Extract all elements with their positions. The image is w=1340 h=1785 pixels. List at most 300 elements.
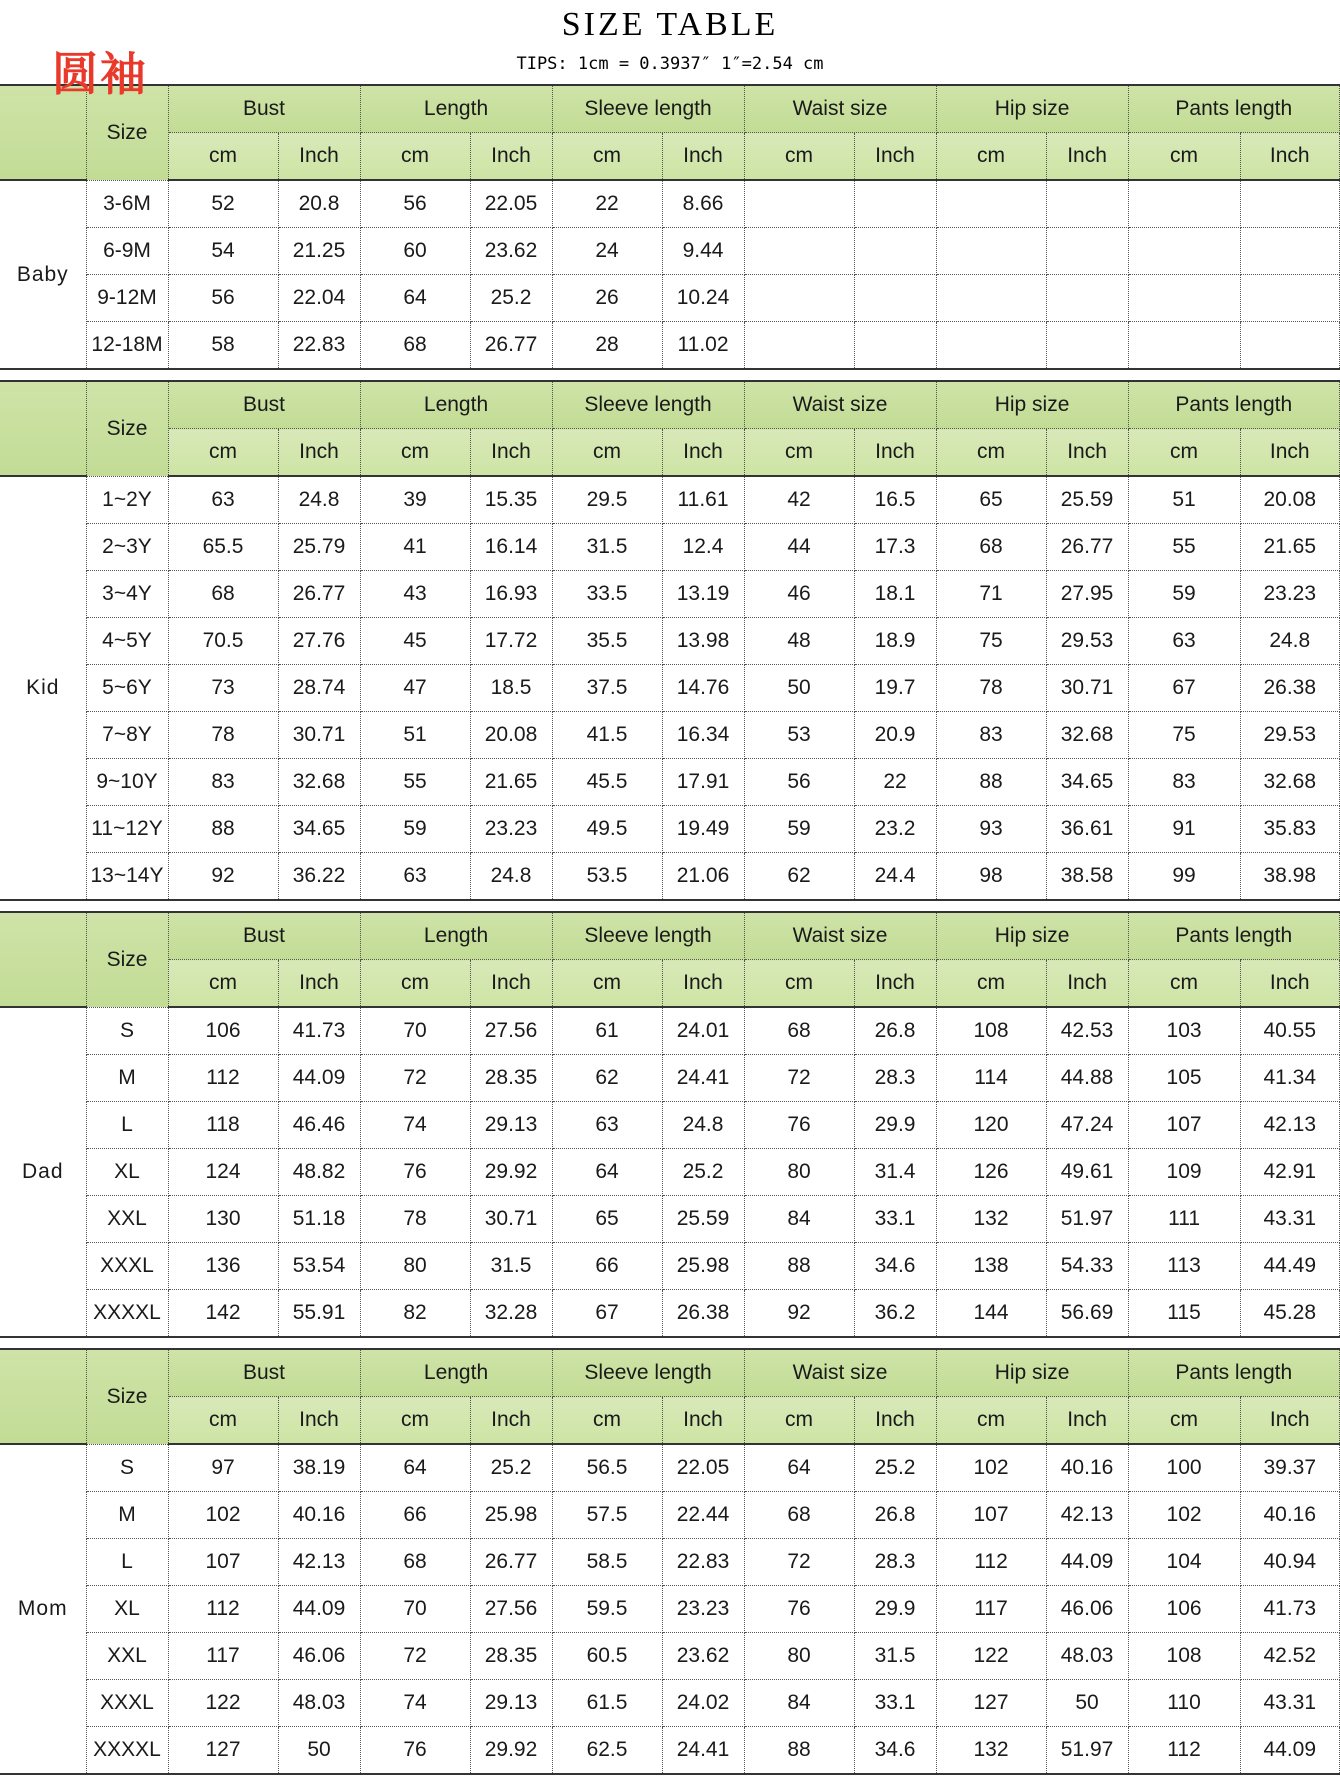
measurement-cell: 23.23 bbox=[470, 806, 552, 853]
measurement-cell: 32.68 bbox=[278, 759, 360, 806]
measurement-cell: 39 bbox=[360, 476, 470, 524]
measurement-cell: 64 bbox=[360, 1444, 470, 1492]
measurement-cell: 21.65 bbox=[1240, 524, 1339, 571]
measurement-cell: 22 bbox=[854, 759, 936, 806]
measurement-cell: 109 bbox=[1128, 1149, 1240, 1196]
unit-header-cm: cm bbox=[1128, 429, 1240, 477]
measurement-cell: 26.77 bbox=[470, 322, 552, 370]
measurement-cell: 107 bbox=[168, 1539, 278, 1586]
measurement-cell: 24.01 bbox=[662, 1007, 744, 1055]
measurement-cell: 26.38 bbox=[1240, 665, 1339, 712]
measurement-cell: 22.83 bbox=[278, 322, 360, 370]
row-size-label: 12-18M bbox=[86, 322, 168, 370]
measurement-cell: 54.33 bbox=[1046, 1243, 1128, 1290]
measurement-cell: 21.25 bbox=[278, 228, 360, 275]
table-row bbox=[0, 275, 1340, 322]
unit-header-inch: Inch bbox=[854, 960, 936, 1008]
unit-header-cm: cm bbox=[936, 429, 1046, 477]
measurement-cell: 114 bbox=[936, 1055, 1046, 1102]
section-name-baby: Baby bbox=[0, 180, 86, 369]
unit-header-cm: cm bbox=[744, 960, 854, 1008]
unit-header-inch: Inch bbox=[278, 133, 360, 181]
group-header-blank bbox=[0, 912, 86, 1007]
measurement-cell: 112 bbox=[936, 1539, 1046, 1586]
row-size-label: S bbox=[86, 1444, 168, 1492]
unit-header-inch: Inch bbox=[854, 429, 936, 477]
measurement-cell: 44.09 bbox=[278, 1055, 360, 1102]
measurement-cell: 61 bbox=[552, 1007, 662, 1055]
measurement-cell: 51 bbox=[1128, 476, 1240, 524]
measurement-cell: 40.16 bbox=[1240, 1492, 1339, 1539]
row-size-label: XL bbox=[86, 1149, 168, 1196]
table-row bbox=[0, 228, 1340, 275]
measurement-cell: 132 bbox=[936, 1727, 1046, 1775]
measurement-cell: 120 bbox=[936, 1102, 1046, 1149]
measurement-cell: 45.28 bbox=[1240, 1290, 1339, 1338]
measurement-cell: 45.5 bbox=[552, 759, 662, 806]
measurement-cell: 102 bbox=[168, 1492, 278, 1539]
measurement-cell: 35.83 bbox=[1240, 806, 1339, 853]
row-size-label: XXXL bbox=[86, 1680, 168, 1727]
measurement-cell: 22.44 bbox=[662, 1492, 744, 1539]
measurement-cell: 68 bbox=[360, 1539, 470, 1586]
measurement-cell: 40.16 bbox=[278, 1492, 360, 1539]
measurement-cell: 48 bbox=[744, 618, 854, 665]
measurement-cell: 122 bbox=[936, 1633, 1046, 1680]
column-header-size: Size bbox=[86, 381, 168, 476]
table-row bbox=[0, 1290, 1340, 1338]
measurement-cell: 29.9 bbox=[854, 1102, 936, 1149]
measurement-cell: 118 bbox=[168, 1102, 278, 1149]
measurement-cell: 40.55 bbox=[1240, 1007, 1339, 1055]
measurement-cell: 51 bbox=[360, 712, 470, 759]
table-row bbox=[0, 1196, 1340, 1243]
measurement-cell: 29.53 bbox=[1046, 618, 1128, 665]
measurement-cell: 25.59 bbox=[1046, 476, 1128, 524]
measurement-cell bbox=[744, 322, 854, 370]
measurement-cell: 76 bbox=[744, 1102, 854, 1149]
unit-header-cm: cm bbox=[168, 133, 278, 181]
measurement-cell: 67 bbox=[1128, 665, 1240, 712]
measurement-cell bbox=[1240, 322, 1339, 370]
measurement-cell: 39.37 bbox=[1240, 1444, 1339, 1492]
measurement-cell: 56 bbox=[744, 759, 854, 806]
measurement-cell: 31.5 bbox=[854, 1633, 936, 1680]
column-header-length: Length bbox=[360, 85, 552, 133]
measurement-cell: 37.5 bbox=[552, 665, 662, 712]
measurement-cell: 60 bbox=[360, 228, 470, 275]
measurement-cell: 115 bbox=[1128, 1290, 1240, 1338]
measurement-cell: 26.77 bbox=[1046, 524, 1128, 571]
measurement-cell: 132 bbox=[936, 1196, 1046, 1243]
measurement-cell: 15.35 bbox=[470, 476, 552, 524]
measurement-cell: 55.91 bbox=[278, 1290, 360, 1338]
column-header-sleeve-length: Sleeve length bbox=[552, 381, 744, 429]
measurement-cell: 24.02 bbox=[662, 1680, 744, 1727]
unit-header-cm: cm bbox=[1128, 960, 1240, 1008]
measurement-cell: 42.52 bbox=[1240, 1633, 1339, 1680]
measurement-cell: 52 bbox=[168, 180, 278, 228]
row-size-label: 2~3Y bbox=[86, 524, 168, 571]
unit-header-cm: cm bbox=[1128, 1397, 1240, 1445]
unit-header-cm: cm bbox=[168, 960, 278, 1008]
table-row bbox=[0, 806, 1340, 853]
measurement-cell: 103 bbox=[1128, 1007, 1240, 1055]
column-header-hip-size: Hip size bbox=[936, 1349, 1128, 1397]
measurement-cell: 34.6 bbox=[854, 1727, 936, 1775]
measurement-cell: 127 bbox=[168, 1727, 278, 1775]
table-row bbox=[0, 759, 1340, 806]
unit-header-inch: Inch bbox=[662, 960, 744, 1008]
measurement-cell: 126 bbox=[936, 1149, 1046, 1196]
measurement-cell: 26.8 bbox=[854, 1007, 936, 1055]
row-size-label: L bbox=[86, 1539, 168, 1586]
table-row bbox=[0, 1586, 1340, 1633]
measurement-cell: 29.13 bbox=[470, 1680, 552, 1727]
table-row bbox=[0, 1633, 1340, 1680]
unit-header-cm: cm bbox=[744, 133, 854, 181]
measurement-cell: 144 bbox=[936, 1290, 1046, 1338]
measurement-cell: 43.31 bbox=[1240, 1680, 1339, 1727]
table-row bbox=[0, 524, 1340, 571]
measurement-cell: 44.49 bbox=[1240, 1243, 1339, 1290]
measurement-cell: 24.41 bbox=[662, 1055, 744, 1102]
row-size-label: XXL bbox=[86, 1633, 168, 1680]
measurement-cell: 53.54 bbox=[278, 1243, 360, 1290]
measurement-cell: 92 bbox=[744, 1290, 854, 1338]
measurement-cell: 11.02 bbox=[662, 322, 744, 370]
measurement-cell: 51.97 bbox=[1046, 1727, 1128, 1775]
measurement-cell: 24 bbox=[552, 228, 662, 275]
measurement-cell: 117 bbox=[936, 1586, 1046, 1633]
measurement-cell: 16.93 bbox=[470, 571, 552, 618]
unit-header-inch: Inch bbox=[662, 133, 744, 181]
measurement-cell: 51.18 bbox=[278, 1196, 360, 1243]
measurement-cell: 62.5 bbox=[552, 1727, 662, 1775]
row-size-label: XXXL bbox=[86, 1243, 168, 1290]
section-name-mom: Mom bbox=[0, 1444, 86, 1774]
measurement-cell: 56.69 bbox=[1046, 1290, 1128, 1338]
measurement-cell: 65.5 bbox=[168, 524, 278, 571]
measurement-cell: 112 bbox=[168, 1586, 278, 1633]
measurement-cell: 30.71 bbox=[278, 712, 360, 759]
measurement-cell: 47.24 bbox=[1046, 1102, 1128, 1149]
measurement-cell: 62 bbox=[552, 1055, 662, 1102]
row-size-label: 13~14Y bbox=[86, 853, 168, 901]
measurement-cell: 25.2 bbox=[662, 1149, 744, 1196]
measurement-cell: 33.5 bbox=[552, 571, 662, 618]
measurement-cell: 88 bbox=[744, 1727, 854, 1775]
measurement-cell: 48.82 bbox=[278, 1149, 360, 1196]
table-row bbox=[0, 476, 1340, 524]
unit-header-cm: cm bbox=[360, 429, 470, 477]
unit-header-inch: Inch bbox=[278, 1397, 360, 1445]
measurement-cell bbox=[936, 180, 1046, 228]
measurement-cell: 46 bbox=[744, 571, 854, 618]
column-header-waist-size: Waist size bbox=[744, 912, 936, 960]
measurement-cell: 59 bbox=[1128, 571, 1240, 618]
measurement-cell: 75 bbox=[1128, 712, 1240, 759]
measurement-cell bbox=[1240, 180, 1339, 228]
measurement-cell: 104 bbox=[1128, 1539, 1240, 1586]
unit-header-cm: cm bbox=[1128, 133, 1240, 181]
measurement-cell: 63 bbox=[360, 853, 470, 901]
measurement-cell: 41 bbox=[360, 524, 470, 571]
unit-header-cm: cm bbox=[360, 960, 470, 1008]
table-row bbox=[0, 1680, 1340, 1727]
measurement-cell: 55 bbox=[360, 759, 470, 806]
measurement-cell: 124 bbox=[168, 1149, 278, 1196]
measurement-cell: 44.88 bbox=[1046, 1055, 1128, 1102]
measurement-cell: 42.91 bbox=[1240, 1149, 1339, 1196]
measurement-cell: 31.5 bbox=[552, 524, 662, 571]
row-size-label: XL bbox=[86, 1586, 168, 1633]
measurement-cell: 25.2 bbox=[854, 1444, 936, 1492]
measurement-cell: 56 bbox=[168, 275, 278, 322]
unit-header-cm: cm bbox=[936, 960, 1046, 1008]
measurement-cell: 29.9 bbox=[854, 1586, 936, 1633]
size-table-mom bbox=[0, 1348, 1340, 1775]
column-header-sleeve-length: Sleeve length bbox=[552, 85, 744, 133]
measurement-cell: 24.8 bbox=[278, 476, 360, 524]
measurement-cell: 56 bbox=[360, 180, 470, 228]
measurement-cell: 28.35 bbox=[470, 1633, 552, 1680]
measurement-cell: 8.66 bbox=[662, 180, 744, 228]
measurement-cell: 100 bbox=[1128, 1444, 1240, 1492]
measurement-cell: 83 bbox=[936, 712, 1046, 759]
measurement-cell: 80 bbox=[744, 1633, 854, 1680]
row-size-label: M bbox=[86, 1055, 168, 1102]
measurement-cell: 60.5 bbox=[552, 1633, 662, 1680]
measurement-cell: 91 bbox=[1128, 806, 1240, 853]
measurement-cell: 50 bbox=[278, 1727, 360, 1775]
measurement-cell: 41.73 bbox=[1240, 1586, 1339, 1633]
measurement-cell: 68 bbox=[360, 322, 470, 370]
measurement-cell: 75 bbox=[936, 618, 1046, 665]
row-size-label: M bbox=[86, 1492, 168, 1539]
measurement-cell: 23.23 bbox=[662, 1586, 744, 1633]
measurement-cell: 122 bbox=[168, 1680, 278, 1727]
measurement-cell: 25.98 bbox=[470, 1492, 552, 1539]
measurement-cell: 32.68 bbox=[1240, 759, 1339, 806]
measurement-cell: 20.9 bbox=[854, 712, 936, 759]
measurement-cell: 9.44 bbox=[662, 228, 744, 275]
measurement-cell: 99 bbox=[1128, 853, 1240, 901]
section-spacer bbox=[0, 1338, 1340, 1348]
unit-header-cm: cm bbox=[936, 133, 1046, 181]
measurement-cell: 117 bbox=[168, 1633, 278, 1680]
measurement-cell: 136 bbox=[168, 1243, 278, 1290]
measurement-cell: 108 bbox=[936, 1007, 1046, 1055]
table-row bbox=[0, 853, 1340, 901]
measurement-cell: 20.8 bbox=[278, 180, 360, 228]
unit-header-inch: Inch bbox=[854, 133, 936, 181]
table-row bbox=[0, 1727, 1340, 1775]
measurement-cell: 24.41 bbox=[662, 1727, 744, 1775]
unit-header-inch: Inch bbox=[1046, 133, 1128, 181]
unit-header-cm: cm bbox=[552, 133, 662, 181]
measurement-cell: 88 bbox=[936, 759, 1046, 806]
measurement-cell: 36.2 bbox=[854, 1290, 936, 1338]
section-name-dad: Dad bbox=[0, 1007, 86, 1337]
size-table-kid bbox=[0, 380, 1340, 901]
column-header-bust: Bust bbox=[168, 1349, 360, 1397]
measurement-cell: 78 bbox=[936, 665, 1046, 712]
unit-header-cm: cm bbox=[744, 1397, 854, 1445]
measurement-cell: 34.65 bbox=[1046, 759, 1128, 806]
unit-header-inch: Inch bbox=[662, 1397, 744, 1445]
table-row bbox=[0, 1149, 1340, 1196]
measurement-cell: 70 bbox=[360, 1586, 470, 1633]
measurement-cell: 22.05 bbox=[662, 1444, 744, 1492]
measurement-cell: 41.34 bbox=[1240, 1055, 1339, 1102]
unit-header-cm: cm bbox=[744, 429, 854, 477]
measurement-cell bbox=[936, 275, 1046, 322]
measurement-cell: 12.4 bbox=[662, 524, 744, 571]
measurement-cell: 40.16 bbox=[1046, 1444, 1128, 1492]
measurement-cell: 23.62 bbox=[662, 1633, 744, 1680]
measurement-cell: 106 bbox=[1128, 1586, 1240, 1633]
measurement-cell: 28 bbox=[552, 322, 662, 370]
measurement-cell bbox=[1046, 228, 1128, 275]
measurement-cell: 51.97 bbox=[1046, 1196, 1128, 1243]
measurement-cell: 59 bbox=[360, 806, 470, 853]
unit-header-inch: Inch bbox=[1240, 1397, 1339, 1445]
measurement-cell: 36.22 bbox=[278, 853, 360, 901]
measurement-cell: 31.4 bbox=[854, 1149, 936, 1196]
measurement-cell: 46.06 bbox=[278, 1633, 360, 1680]
conversion-tip: TIPS: 1cm = 0.3937″ 1″=2.54 cm bbox=[516, 54, 824, 74]
measurement-cell: 28.3 bbox=[854, 1055, 936, 1102]
measurement-cell bbox=[854, 275, 936, 322]
row-size-label: 5~6Y bbox=[86, 665, 168, 712]
measurement-cell: 58 bbox=[168, 322, 278, 370]
measurement-cell: 45 bbox=[360, 618, 470, 665]
measurement-cell: 74 bbox=[360, 1102, 470, 1149]
measurement-cell: 44 bbox=[744, 524, 854, 571]
measurement-cell bbox=[1240, 275, 1339, 322]
measurement-cell: 72 bbox=[744, 1055, 854, 1102]
measurement-cell: 27.56 bbox=[470, 1586, 552, 1633]
measurement-cell: 27.56 bbox=[470, 1007, 552, 1055]
measurement-cell: 50 bbox=[1046, 1680, 1128, 1727]
measurement-cell: 58.5 bbox=[552, 1539, 662, 1586]
measurement-cell: 55 bbox=[1128, 524, 1240, 571]
measurement-cell: 78 bbox=[168, 712, 278, 759]
measurement-cell: 35.5 bbox=[552, 618, 662, 665]
measurement-cell: 46.46 bbox=[278, 1102, 360, 1149]
column-header-length: Length bbox=[360, 912, 552, 960]
unit-header-inch: Inch bbox=[1046, 1397, 1128, 1445]
measurement-cell: 19.7 bbox=[854, 665, 936, 712]
measurement-cell: 42.13 bbox=[1240, 1102, 1339, 1149]
column-header-bust: Bust bbox=[168, 381, 360, 429]
measurement-cell: 41.73 bbox=[278, 1007, 360, 1055]
measurement-cell: 80 bbox=[360, 1243, 470, 1290]
measurement-cell: 22.05 bbox=[470, 180, 552, 228]
measurement-cell bbox=[1046, 322, 1128, 370]
measurement-cell: 61.5 bbox=[552, 1680, 662, 1727]
unit-header-cm: cm bbox=[168, 429, 278, 477]
unit-header-inch: Inch bbox=[470, 429, 552, 477]
measurement-cell: 130 bbox=[168, 1196, 278, 1243]
column-header-pants-length: Pants length bbox=[1128, 85, 1339, 133]
measurement-cell: 72 bbox=[744, 1539, 854, 1586]
measurement-cell bbox=[1046, 180, 1128, 228]
measurement-cell: 59.5 bbox=[552, 1586, 662, 1633]
measurement-cell: 22.04 bbox=[278, 275, 360, 322]
column-header-waist-size: Waist size bbox=[744, 381, 936, 429]
table-row bbox=[0, 1243, 1340, 1290]
measurement-cell bbox=[1128, 275, 1240, 322]
unit-header-cm: cm bbox=[168, 1397, 278, 1445]
column-header-pants-length: Pants length bbox=[1128, 912, 1339, 960]
measurement-cell: 23.2 bbox=[854, 806, 936, 853]
table-row bbox=[0, 1492, 1340, 1539]
unit-header-cm: cm bbox=[552, 429, 662, 477]
section-name-kid: Kid bbox=[0, 476, 86, 900]
column-header-bust: Bust bbox=[168, 85, 360, 133]
unit-header-inch: Inch bbox=[1240, 960, 1339, 1008]
measurement-cell: 62 bbox=[744, 853, 854, 901]
measurement-cell: 30.71 bbox=[470, 1196, 552, 1243]
column-header-pants-length: Pants length bbox=[1128, 1349, 1339, 1397]
measurement-cell: 63 bbox=[1128, 618, 1240, 665]
measurement-cell: 83 bbox=[1128, 759, 1240, 806]
measurement-cell: 65 bbox=[936, 476, 1046, 524]
measurement-cell: 28.3 bbox=[854, 1539, 936, 1586]
measurement-cell: 138 bbox=[936, 1243, 1046, 1290]
unit-header-cm: cm bbox=[360, 1397, 470, 1445]
row-size-label: 3-6M bbox=[86, 180, 168, 228]
measurement-cell: 42.13 bbox=[278, 1539, 360, 1586]
measurement-cell: 42 bbox=[744, 476, 854, 524]
table-row bbox=[0, 1444, 1340, 1492]
measurement-cell: 113 bbox=[1128, 1243, 1240, 1290]
table-row bbox=[0, 322, 1340, 370]
table-row bbox=[0, 180, 1340, 228]
measurement-cell: 16.14 bbox=[470, 524, 552, 571]
column-header-size: Size bbox=[86, 1349, 168, 1444]
measurement-cell: 42.53 bbox=[1046, 1007, 1128, 1055]
row-size-label: L bbox=[86, 1102, 168, 1149]
measurement-cell: 84 bbox=[744, 1680, 854, 1727]
row-size-label: XXXXL bbox=[86, 1727, 168, 1775]
measurement-cell: 111 bbox=[1128, 1196, 1240, 1243]
measurement-cell: 68 bbox=[168, 571, 278, 618]
measurement-cell bbox=[936, 322, 1046, 370]
measurement-cell: 24.8 bbox=[470, 853, 552, 901]
size-table-dad bbox=[0, 911, 1340, 1338]
row-size-label: XXXXL bbox=[86, 1290, 168, 1338]
measurement-cell: 26.8 bbox=[854, 1492, 936, 1539]
table-row bbox=[0, 571, 1340, 618]
column-header-length: Length bbox=[360, 1349, 552, 1397]
measurement-cell: 63 bbox=[168, 476, 278, 524]
measurement-cell: 65 bbox=[552, 1196, 662, 1243]
unit-header-inch: Inch bbox=[1240, 133, 1339, 181]
measurement-cell: 102 bbox=[1128, 1492, 1240, 1539]
measurement-cell bbox=[1240, 228, 1339, 275]
measurement-cell: 42.13 bbox=[1046, 1492, 1128, 1539]
measurement-cell: 17.3 bbox=[854, 524, 936, 571]
row-size-label: 7~8Y bbox=[86, 712, 168, 759]
row-size-label: 6-9M bbox=[86, 228, 168, 275]
measurement-cell: 32.28 bbox=[470, 1290, 552, 1338]
measurement-cell: 70.5 bbox=[168, 618, 278, 665]
column-header-pants-length: Pants length bbox=[1128, 381, 1339, 429]
watermark-label: 圆袖 bbox=[52, 47, 148, 101]
